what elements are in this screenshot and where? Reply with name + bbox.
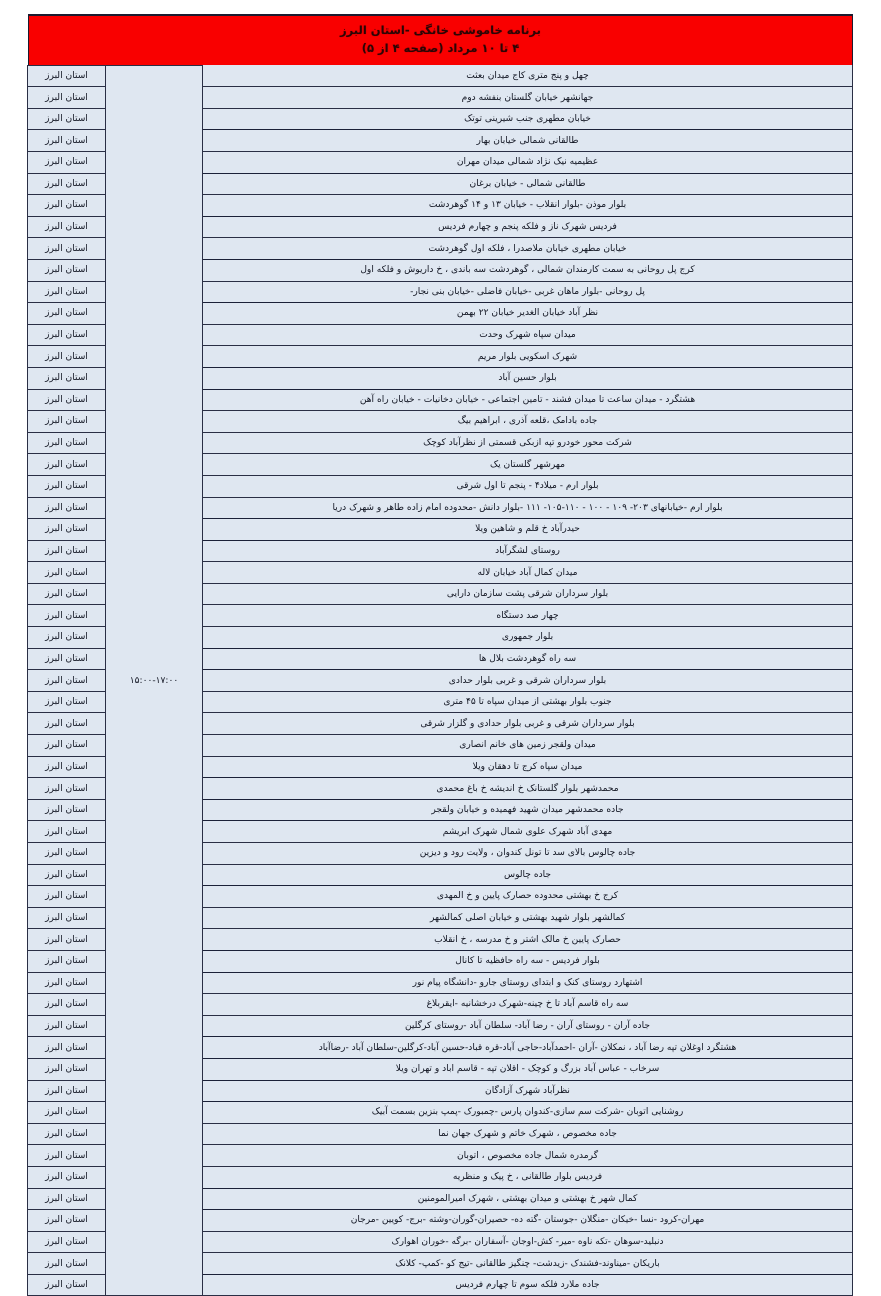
row-province-cell: استان البرز: [28, 1058, 106, 1080]
row-province-cell: استان البرز: [28, 108, 106, 130]
row-address-cell: کمالشهر بلوار شهید بهشتی و خیابان اصلی کمالشهر: [203, 907, 853, 929]
row-address-cell: مهرشهر گلستان یک: [203, 454, 853, 476]
row-province-cell: استان البرز: [28, 367, 106, 389]
row-address-cell: مهدی آباد شهرک علوی شمال شهرک ابریشم: [203, 821, 853, 843]
row-address-cell: حیدرآباد خ قلم و شاهین ویلا: [203, 519, 853, 541]
row-province-cell: استان البرز: [28, 1253, 106, 1275]
row-address-cell: بلوار ارم - میلاد۴ - پنجم تا اول شرقی: [203, 475, 853, 497]
row-province-cell: استان البرز: [28, 778, 106, 800]
row-address-cell: بلوار فردیس - سه راه حافظیه تا کانال: [203, 950, 853, 972]
row-province-cell: استان البرز: [28, 432, 106, 454]
row-province-cell: استان البرز: [28, 454, 106, 476]
row-address-cell: هشتگرد اوغلان تپه رضا آباد ، نمکلان -آران -احمدآباد-حاجی آباد-قره قباد-حسین آباد-کرگلین-سلطان آباد -رضاآباد: [203, 1037, 853, 1059]
row-province-cell: استان البرز: [28, 972, 106, 994]
row-province-cell: استان البرز: [28, 216, 106, 238]
schedule-table-body: [28, 65, 853, 1296]
row-province-cell: استان البرز: [28, 1102, 106, 1124]
row-address-cell: جاده چالوس: [203, 864, 853, 886]
row-province-cell: استان البرز: [28, 238, 106, 260]
row-address-cell: محمدشهر بلوار گلستانک خ اندیشه خ باغ محمدی: [203, 778, 853, 800]
row-address-cell: خیابان مطهری خیابان ملاصدرا ، فلکه اول گوهردشت: [203, 238, 853, 260]
row-province-cell: استان البرز: [28, 605, 106, 627]
row-address-cell: جاده ملارد فلکه سوم تا چهارم فردیس: [203, 1274, 853, 1296]
row-address-cell: روشنایی اتوبان -شرکت سم سازی-کندوان پارس -چمبورک -پمپ بنزین بسمت آبیک: [203, 1102, 853, 1124]
row-province-cell: استان البرز: [28, 497, 106, 519]
row-address-cell: سه راه گوهردشت بلال ها: [203, 648, 853, 670]
row-address-cell: سه راه قاسم آباد تا خ چینه-شهرک درخشانیه -ایقربلاغ: [203, 994, 853, 1016]
row-province-cell: استان البرز: [28, 735, 106, 757]
row-province-cell: استان البرز: [28, 281, 106, 303]
row-address-cell: نظرآباد شهرک آزادگان: [203, 1080, 853, 1102]
row-address-cell: بلوار جمهوری: [203, 627, 853, 649]
row-address-cell: گرمدره شمال جاده مخصوص ، اتوبان: [203, 1145, 853, 1167]
row-address-cell: جاده بادامک ،قلعه آذری ، ابراهیم بیگ: [203, 411, 853, 433]
row-province-cell: استان البرز: [28, 583, 106, 605]
row-address-cell: میدان کمال آباد خیابان لاله: [203, 562, 853, 584]
row-address-cell: هشتگرد - میدان ساعت تا میدان فشند - تامین اجتماعی - خیابان دخانیات - خیابان راه آهن: [203, 389, 853, 411]
row-address-cell: بلوار سرداران شرقی و غربی بلوار حدادی: [203, 670, 853, 692]
row-address-cell: فردیس شهرک ناز و فلکه پنجم و چهارم فردیس: [203, 216, 853, 238]
row-province-cell: استان البرز: [28, 65, 106, 87]
banner-subtitle: ۴ تا ۱۰ مرداد (صفحه ۴ از ۵): [361, 40, 520, 55]
row-address-cell: جاده مخصوص ، شهرک خاتم و شهرک جهان نما: [203, 1123, 853, 1145]
row-province-cell: استان البرز: [28, 864, 106, 886]
row-province-cell: استان البرز: [28, 152, 106, 174]
row-province-cell: استان البرز: [28, 843, 106, 865]
row-province-cell: استان البرز: [28, 929, 106, 951]
row-province-cell: استان البرز: [28, 799, 106, 821]
row-province-cell: استان البرز: [28, 1123, 106, 1145]
row-province-cell: استان البرز: [28, 1166, 106, 1188]
row-address-cell: شهرک اسکویی بلوار مریم: [203, 346, 853, 368]
banner-title: برنامه خاموشی خانگی -استان البرز: [340, 23, 541, 37]
row-address-cell: چهار صد دستگاه: [203, 605, 853, 627]
row-address-cell: خیابان مطهری جنب شیرینی توتک: [203, 108, 853, 130]
row-address-cell: حصارک پایین خ مالک اشتر و خ مدرسه ، خ انقلاب: [203, 929, 853, 951]
row-province-cell: استان البرز: [28, 411, 106, 433]
outage-schedule-sheet: [28, 14, 853, 1296]
row-province-cell: استان البرز: [28, 562, 106, 584]
row-province-cell: استان البرز: [28, 259, 106, 281]
row-province-cell: استان البرز: [28, 648, 106, 670]
row-address-cell: بلوار حسین آباد: [203, 367, 853, 389]
row-province-cell: استان البرز: [28, 195, 106, 217]
row-address-cell: کرج خ بهشتی محدوده حصارک پایین و خ المهدی: [203, 886, 853, 908]
row-address-cell: بلوار ارم -خیابانهای ۲۰۳- ۱۰۹ - ۱۰۰ - ۱۱۰-۱۰۵- ۱۱۱ -بلوار دانش -محدوده امام زاده طاهر و شهرک دریا: [203, 497, 853, 519]
row-province-cell: استان البرز: [28, 389, 106, 411]
row-province-cell: استان البرز: [28, 1145, 106, 1167]
row-province-cell: استان البرز: [28, 87, 106, 109]
row-address-cell: جاده محمدشهر میدان شهید فهمیده و خیابان ولقجر: [203, 799, 853, 821]
row-province-cell: استان البرز: [28, 540, 106, 562]
row-province-cell: استان البرز: [28, 821, 106, 843]
schedule-banner: [28, 14, 853, 65]
row-address-cell: میدان سپاه شهرک وحدت: [203, 324, 853, 346]
row-province-cell: استان البرز: [28, 1015, 106, 1037]
row-address-cell: میدان سپاه کرج تا دهقان ویلا: [203, 756, 853, 778]
outage-time-slot-cell: ۱۵:۰۰-۱۷:۰۰: [106, 65, 203, 1296]
row-province-cell: استان البرز: [28, 324, 106, 346]
row-address-cell: بلوار سرداران شرقی و غربی بلوار حدادی و گلزار شرقی: [203, 713, 853, 735]
row-address-cell: کمال شهر خ بهشتی و میدان بهشتی ، شهرک امیرالمومنین: [203, 1188, 853, 1210]
table-row: [28, 65, 853, 87]
row-address-cell: طالقانی شمالی خیابان بهار: [203, 130, 853, 152]
row-province-cell: استان البرز: [28, 886, 106, 908]
row-address-cell: بلوار سرداران شرقی پشت سازمان دارایی: [203, 583, 853, 605]
row-address-cell: میدان ولقجر زمین های خانم انصاری: [203, 735, 853, 757]
row-province-cell: استان البرز: [28, 130, 106, 152]
row-address-cell: جاده آران - روستای آران - رضا آباد- سلطان آباد -روستای کرگلین: [203, 1015, 853, 1037]
row-province-cell: استان البرز: [28, 756, 106, 778]
row-province-cell: استان البرز: [28, 1231, 106, 1253]
row-address-cell: بلوار موذن -بلوار انقلاب - خیابان ۱۳ و ۱۴ گوهردشت: [203, 195, 853, 217]
row-address-cell: جاده چالوس بالای سد تا تونل کندوان ، ولایت رود و دیزین: [203, 843, 853, 865]
row-province-cell: استان البرز: [28, 475, 106, 497]
row-address-cell: جنوب بلوار بهشتی از میدان سپاه تا ۴۵ متری: [203, 691, 853, 713]
row-province-cell: استان البرز: [28, 950, 106, 972]
row-province-cell: استان البرز: [28, 907, 106, 929]
row-province-cell: استان البرز: [28, 1037, 106, 1059]
row-province-cell: استان البرز: [28, 691, 106, 713]
row-province-cell: استان البرز: [28, 627, 106, 649]
row-address-cell: مهران-کرود -نسا -خیکان -منگلان -جوستان -گته ده- حصیران-گوران-وشته -برج- کویین -مرجان: [203, 1210, 853, 1232]
row-province-cell: استان البرز: [28, 1080, 106, 1102]
row-province-cell: استان البرز: [28, 303, 106, 325]
row-address-cell: روستای لشگرآباد: [203, 540, 853, 562]
row-province-cell: استان البرز: [28, 1210, 106, 1232]
row-address-cell: سرخاب - عباس آباد بزرگ و کوچک - اقلان تپه - قاسم اباد و تهران ویلا: [203, 1058, 853, 1080]
row-province-cell: استان البرز: [28, 994, 106, 1016]
row-province-cell: استان البرز: [28, 519, 106, 541]
row-address-cell: عظیمیه نیک نژاد شمالی میدان مهران: [203, 152, 853, 174]
row-province-cell: استان البرز: [28, 1188, 106, 1210]
row-address-cell: شرکت محور خودرو تپه ازبکی قسمتی از نظرآباد کوچک: [203, 432, 853, 454]
row-address-cell: دنبلید-سوهان -تکه ناوه -میر- کش-اوجان -آسفاران -برگه -خوران اهوارک: [203, 1231, 853, 1253]
row-province-cell: استان البرز: [28, 346, 106, 368]
row-address-cell: نظر آباد خیابان الغدیر خیابان ۲۲ بهمن: [203, 303, 853, 325]
row-address-cell: اشتهارد روستای کنک و ابتدای روستای جارو -دانشگاه پیام نور: [203, 972, 853, 994]
outage-schedule-table: [27, 65, 853, 1296]
row-address-cell: پل روحانی -بلوار ماهان غربی -خیابان فاضلی -خیابان بنی نجار-: [203, 281, 853, 303]
row-address-cell: جهانشهر خیابان گلستان بنفشه دوم: [203, 87, 853, 109]
row-province-cell: استان البرز: [28, 713, 106, 735]
row-address-cell: فردیس بلوار طالقانی ، خ پیک و منظریه: [203, 1166, 853, 1188]
row-province-cell: استان البرز: [28, 173, 106, 195]
row-address-cell: کرج پل روحانی به سمت کارمندان شمالی ، گوهردشت سه باندی ، خ داریوش و فلکه اول: [203, 259, 853, 281]
row-province-cell: استان البرز: [28, 1274, 106, 1296]
row-address-cell: باریکان -میناوند-فشندک -زیدشت- چنگیز طالقانی -تیج کو -کمپ- کلانک: [203, 1253, 853, 1275]
row-address-cell: طالقانی شمالی - خیابان برغان: [203, 173, 853, 195]
row-province-cell: استان البرز: [28, 670, 106, 692]
row-address-cell: چهل و پنج متری کاج میدان بعثت: [203, 65, 853, 87]
